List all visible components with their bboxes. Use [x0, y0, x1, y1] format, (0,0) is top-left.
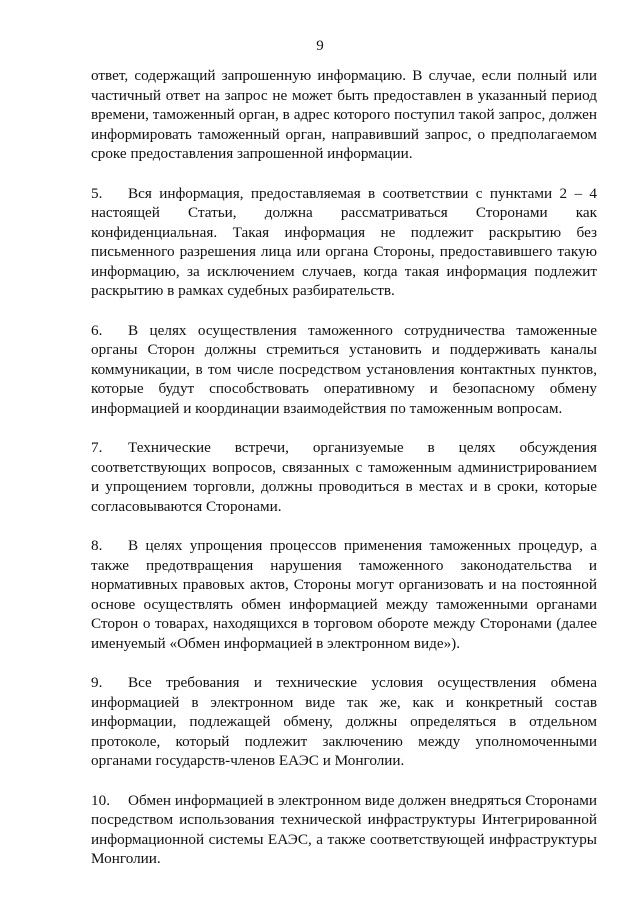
paragraph-7: [91, 438, 597, 516]
paragraph-10: [91, 791, 597, 869]
paragraph-text: Технические встречи, организуемые в целях обсуждения соответствующих вопросов, связанных с таможенным администрированием и упрощением торговли, должны проводиться в местах и в сроки, которые согласовываются Сторонами.: [91, 439, 597, 515]
page-number: 9: [316, 38, 324, 54]
paragraph-text: В целях упрощения процессов применения таможенных процедур, а также предотвращения нарушения таможенного законодательства и нормативных правовых актов, Стороны могут организовать и на постоянной основе осуществлять обмен информацией между таможенными органами Сторон о товарах, находящихся в торговом обороте между Сторонами (далее именуемый «Обмен информацией в электронном виде»).: [91, 537, 597, 652]
document-body: [91, 66, 597, 889]
paragraph-text: ответ, содержащий запрошенную информацию. В случае, если полный или частичный ответ на запрос не может быть предоставлен в указанный период времени, таможенный орган, в адрес которого поступил такой запрос, должен информировать таможенный орган, направивший запрос, о предполагаемом сроке предоставления запрошенной информации.: [91, 67, 597, 162]
paragraph-number: 7.: [91, 439, 103, 456]
paragraph-number: 5.: [91, 184, 103, 202]
paragraph-text: Вся информация, предоставляемая в соответствии с пунктами 2 – 4 настоящей Статьи, должна рассматриваться Сторонами как конфиденциальная. Такая информация не подлежит раскрытию без письменного разрешения лица или органа Стороны, предоставившего такую информацию, за исключением случаев, когда такая информация подлежит раскрытию в рамках судебных разбирательств.: [91, 184, 597, 299]
paragraph-text: Обмен информацией в электронном виде должен внедряться Сторонами посредством использования технической инфраструктуры Интегрированной информационной системы ЕАЭС, а также соответствующей инфраструктуры Монголии.: [91, 791, 597, 867]
paragraph-number: 6.: [91, 321, 103, 339]
paragraph-9: [91, 673, 597, 771]
paragraph-text: В целях осуществления таможенного сотрудничества таможенные органы Сторон должны стремиться установить и поддерживать каналы коммуникации, в том числе посредством установления контактных пунктов, которые будут способствовать оперативному и безопасному обмену информацией и координации взаимодействия по таможенным вопросам.: [91, 321, 597, 417]
paragraph-text: Все требования и технические условия осуществления обмена информацией в электронном виде так же, как и конкретный состав информации, подлежащей обмену, должны определяться в отдельном протоколе, который подлежит заключению между уполномоченными органами государств-членов ЕАЭС и Монголии.: [91, 674, 597, 769]
paragraph-number: 9.: [91, 674, 103, 691]
paragraph-continuation: [91, 66, 597, 164]
paragraph-8: [91, 536, 597, 653]
paragraph-number: 8.: [91, 537, 103, 554]
paragraph-number: 10.: [91, 791, 110, 809]
paragraph-5: [91, 184, 597, 301]
paragraph-6: [91, 321, 597, 419]
